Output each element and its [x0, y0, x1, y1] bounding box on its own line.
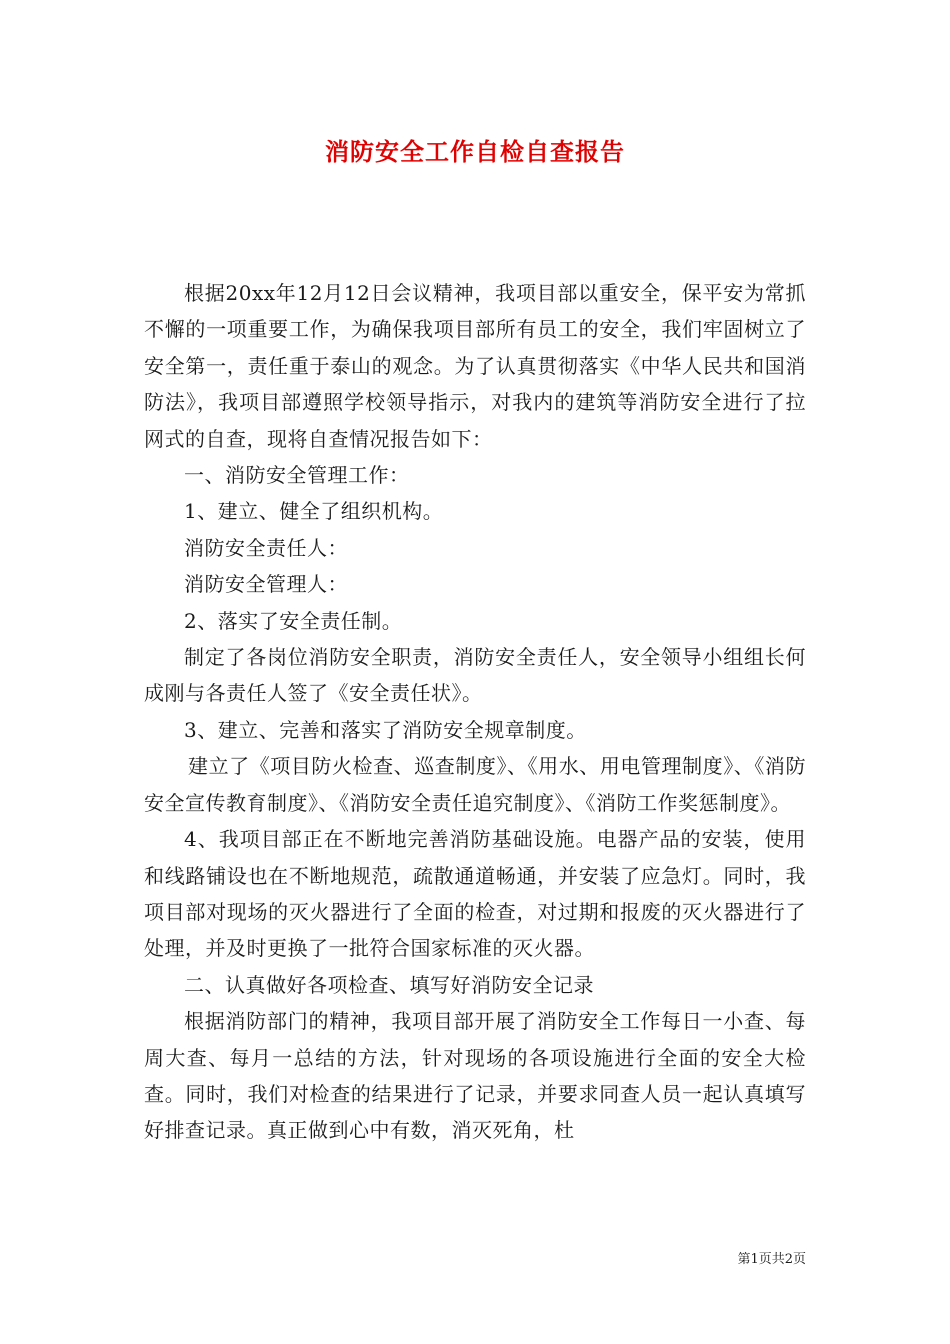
- manager-person-line: 消防安全管理人：: [184, 572, 348, 597]
- section-heading-2: 二、认真做好各项检查、填写好消防安全记录: [184, 972, 594, 997]
- document-title: 消防安全工作自检自查报告: [325, 137, 625, 166]
- item-2-heading: 2、落实了安全责任制。: [184, 608, 403, 633]
- item-3-heading: 3、建立、完善和落实了消防安全规章制度。: [184, 717, 587, 742]
- paragraph-regulations: 建立了《项目防火检查、巡查制度》、《用水、用电管理制度》、《消防安全宣传教育制度》、《消防安全责任追究制度》、《消防工作奖惩制度》。: [144, 754, 806, 815]
- paragraph-facilities: 4、我项目部正在不断地完善消防基础设施。电器产品的安装，使用和线路铺设也在不断地规范，疏散通道畅通，并安装了应急灯。同时，我项目部对现场的灭火器进行了全面的检查，对过期和报废的灭火器进行了处理，并及时更换了一批符合国家标准的灭火器。: [144, 827, 806, 961]
- paragraph-responsibility: 制定了各岗位消防安全职责，消防安全责任人，安全领导小组组长何成刚与各责任人签了《安全责任状》。: [144, 645, 806, 706]
- paragraph-intro: 根据20xx年12月12日会议精神，我项目部以重安全，保平安为常抓不懈的一项重要工作，为确保我项目部所有员工的安全，我们牢固树立了安全第一，责任重于泰山的观念。为了认真贯彻落实《中华人民共和国消防法》，我项目部遵照学校领导指示，对我内的建筑等消防安全进行了拉网式的自查，现将自查情况报告如下：: [144, 281, 806, 451]
- paragraph-inspection: 根据消防部门的精神，我项目部开展了消防安全工作每日一小查、每周大查、每月一总结的方法，针对现场的各项设施进行全面的安全大检查。同时，我们对检查的结果进行了记录，并要求同查人员一起认真填写好排查记录。真正做到心中有数，消灭死角，杜: [144, 1009, 806, 1143]
- responsible-person-line: 消防安全责任人：: [184, 535, 348, 560]
- item-1-heading: 1、建立、健全了组织机构。: [184, 499, 444, 524]
- page-number: 第1页共2页: [737, 1252, 806, 1267]
- section-heading-1: 一、消防安全管理工作：: [184, 463, 410, 488]
- document-body: [144, 275, 806, 1149]
